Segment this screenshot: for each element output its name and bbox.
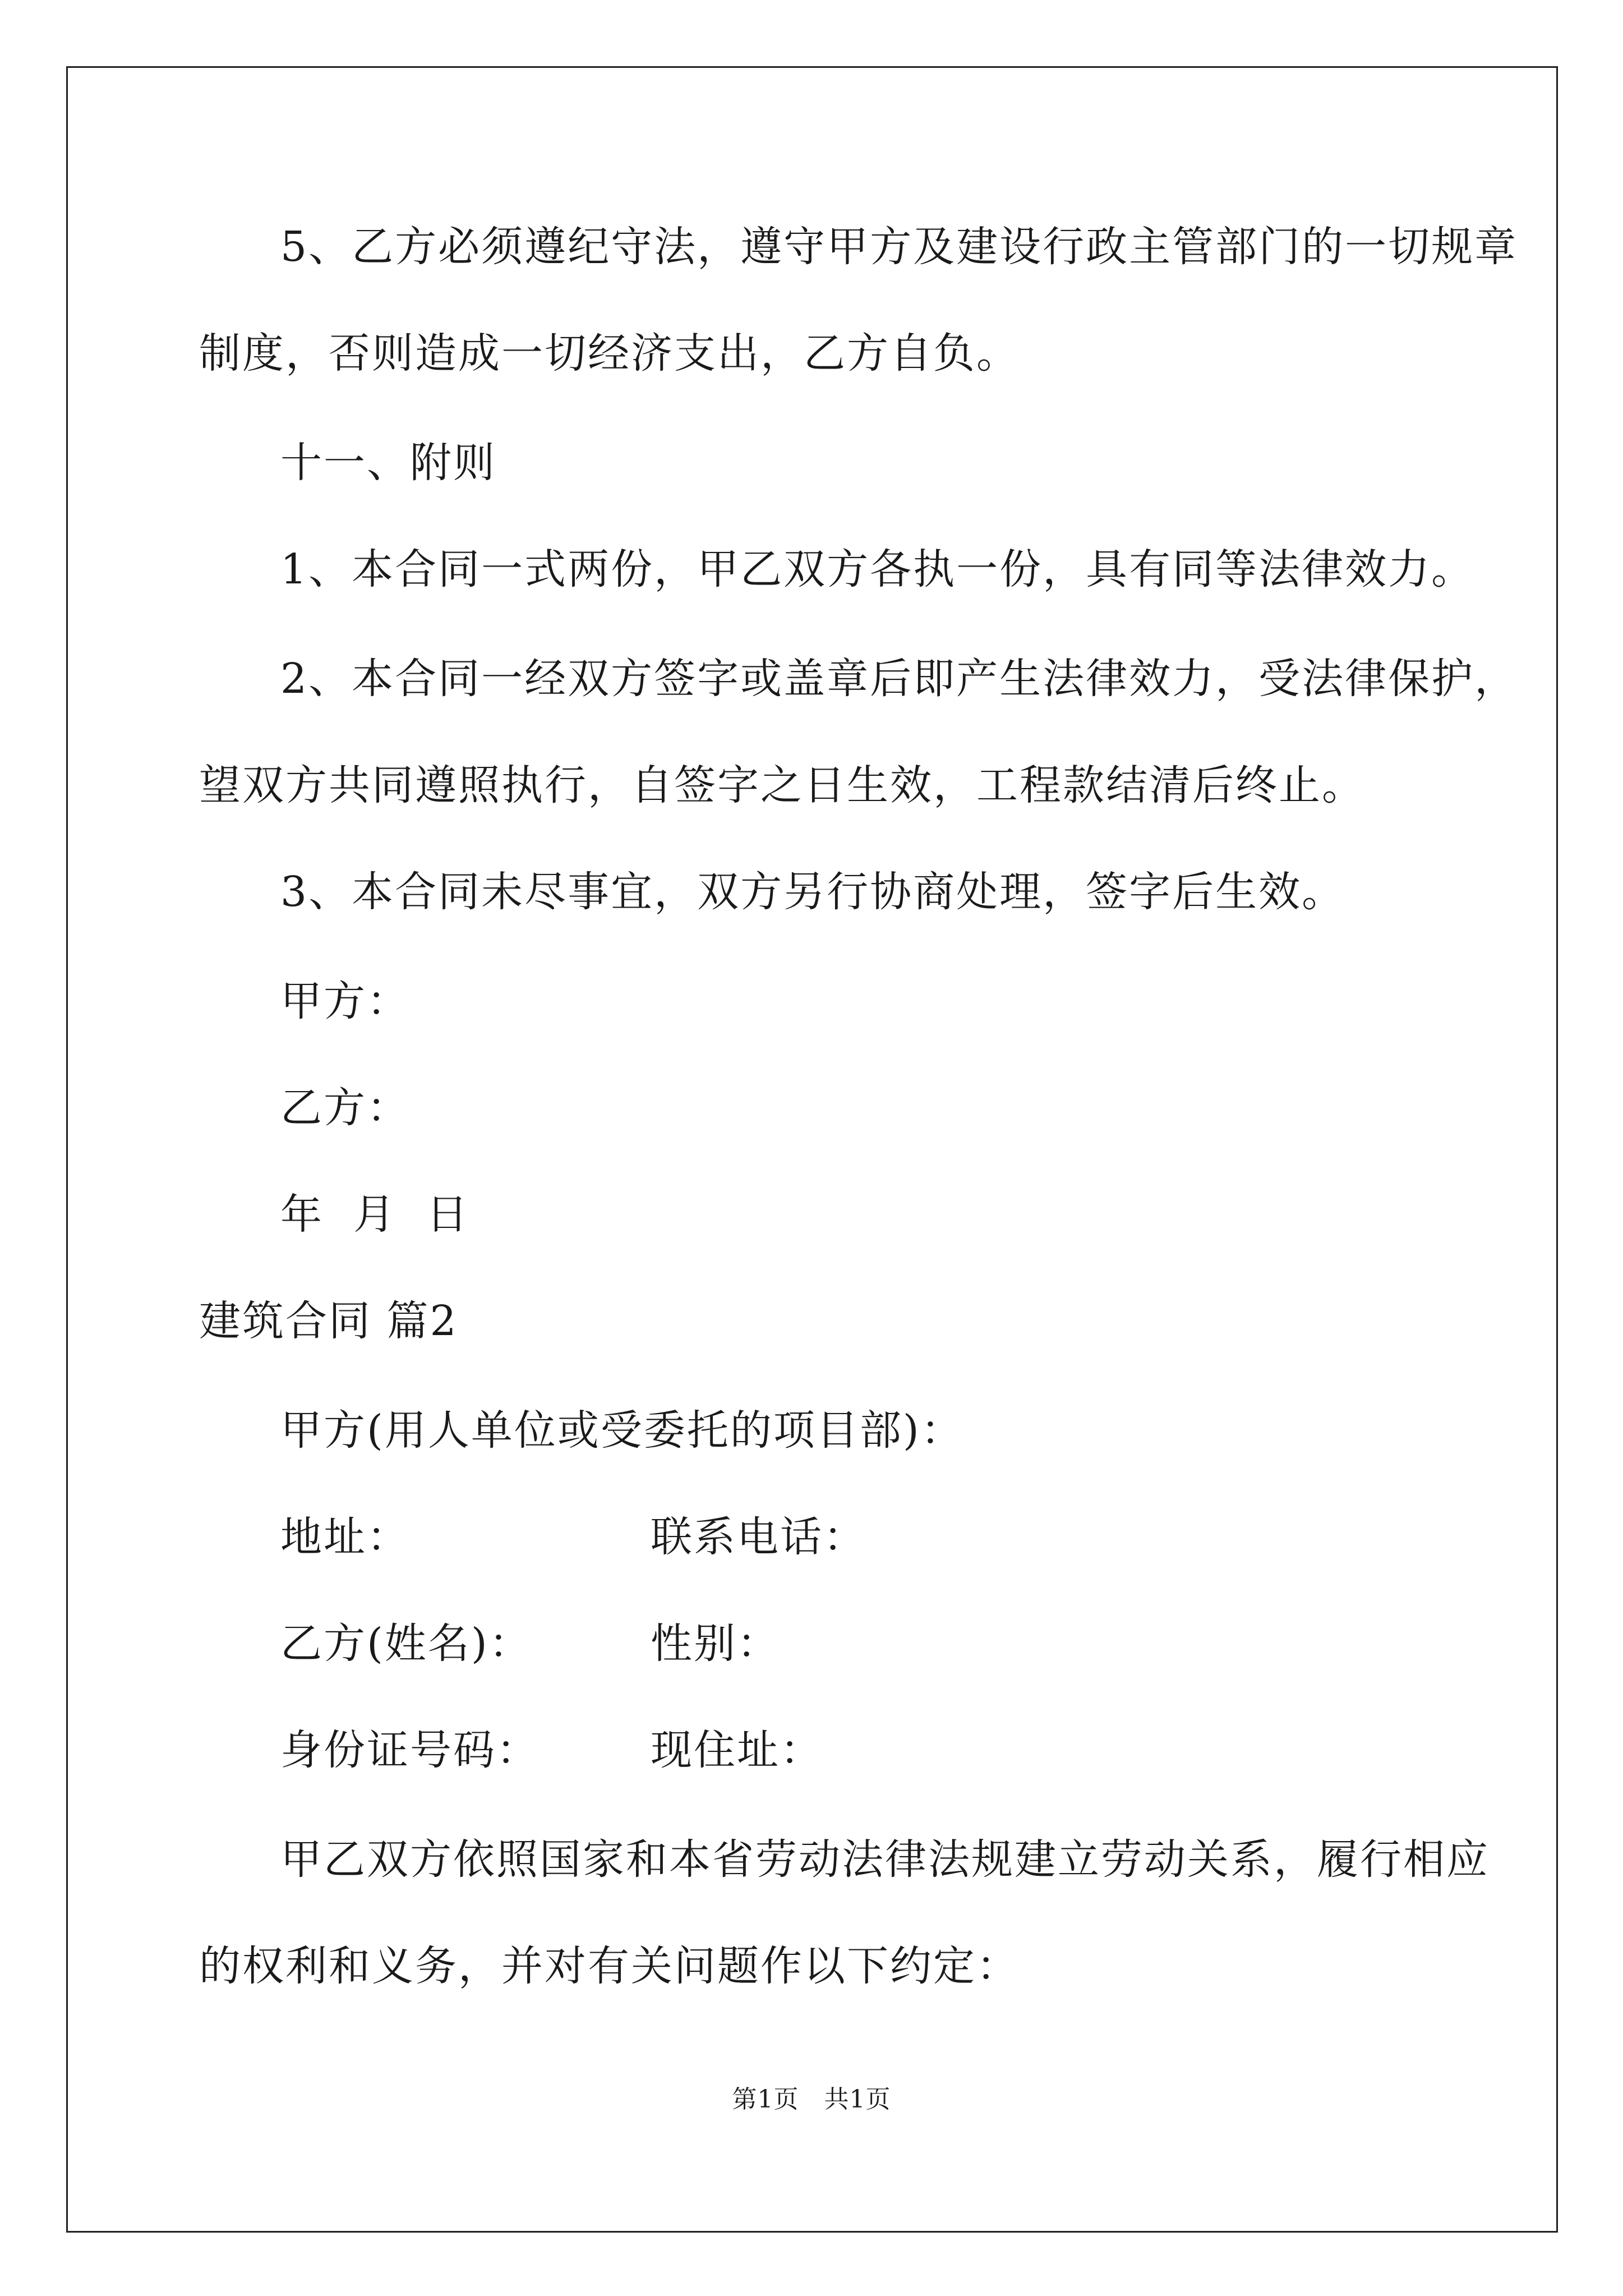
contract-heading-2: 建筑合同 篇2	[199, 1297, 458, 1345]
party-b-name-label: 乙方(姓名)：	[280, 1619, 532, 1668]
clause-5-line-1: 5、乙方必须遵纪守法，遵守甲方及建设行政主管部门的一切规章	[280, 223, 1518, 271]
page-border	[66, 66, 1558, 2233]
party-b-signature-label: 乙方：	[280, 1084, 410, 1132]
intro-line-1: 甲乙双方依照国家和本省劳动法律法规建立劳动关系，履行相应	[280, 1835, 1490, 1884]
id-number-label: 身份证号码：	[280, 1726, 540, 1774]
section-heading-appendix: 十一、附则	[280, 439, 496, 487]
phone-label: 联系电话：	[651, 1513, 866, 1561]
page-footer: 第1页 共1页	[732, 2085, 891, 2114]
party-a-full-label: 甲方(用人单位或受委托的项目部)：	[280, 1406, 964, 1455]
gender-label: 性别：	[651, 1619, 780, 1668]
clause-5-line-2: 制度，否则造成一切经济支出，乙方自负。	[199, 329, 1020, 378]
appendix-item-3: 3、本合同未尽事宜，双方另行协商处理，签字后生效。	[280, 868, 1345, 916]
date-line: 年 月 日	[280, 1190, 470, 1239]
appendix-item-1: 1、本合同一式两份，甲乙双方各执一份，具有同等法律效力。	[280, 545, 1475, 593]
intro-line-2: 的权利和义务，并对有关问题作以下约定：	[199, 1942, 1020, 1990]
appendix-item-2-line-2: 望双方共同遵照执行，自签字之日生效，工程款结清后终止。	[199, 761, 1365, 809]
current-address-label: 现住址：	[651, 1726, 823, 1774]
address-label: 地址：	[280, 1513, 410, 1561]
appendix-item-2-line-1: 2、本合同一经双方签字或盖章后即产生法律效力，受法律保护，	[280, 655, 1518, 703]
party-a-signature-label: 甲方：	[280, 977, 410, 1025]
